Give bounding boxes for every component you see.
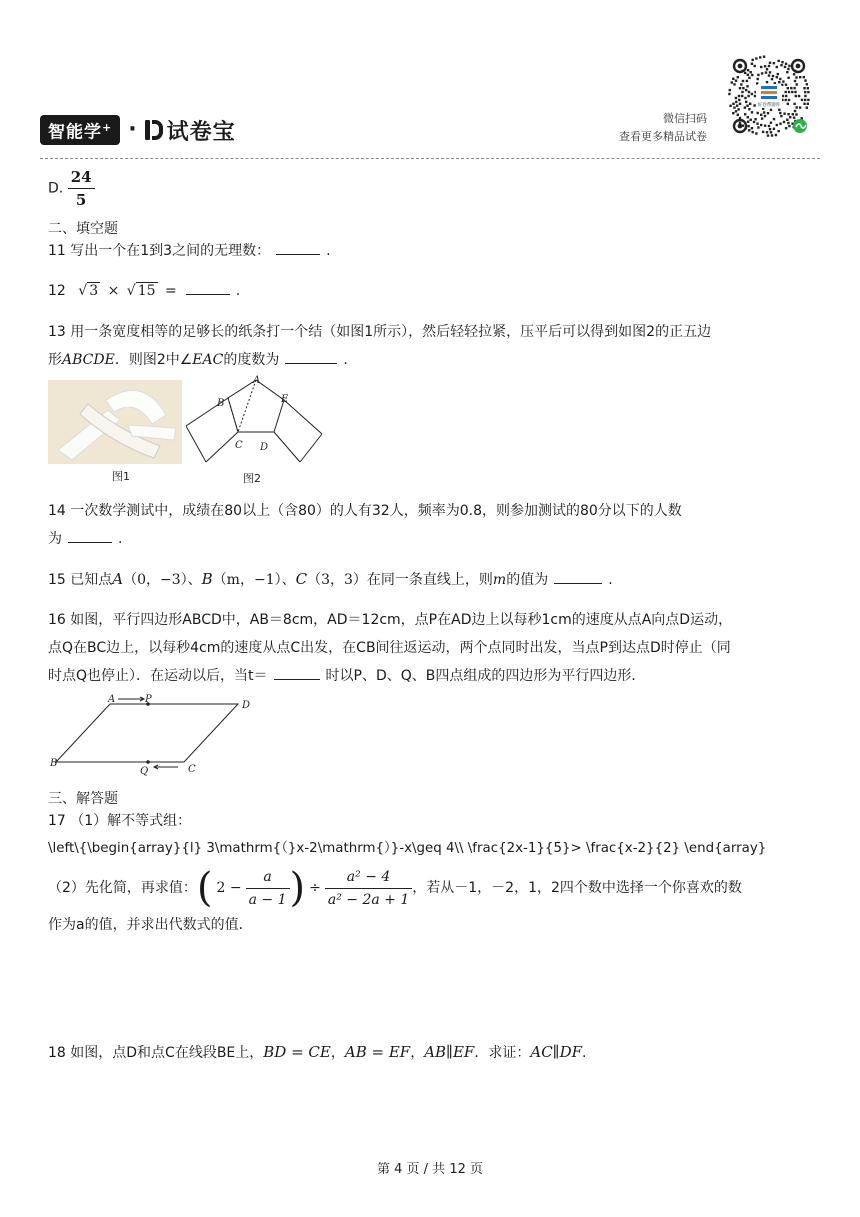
q12-end: . [235,283,241,299]
question-16-line1: 16 如图，平行四边形ABCD中，AB＝8cm，AD＝12cm，点P在AD边上以每秒1cm的速度从点A向点D运动， [48,612,733,628]
question-15: 15 已知点A（0，−3）、B（m，−1）、C（3，3）在同一条直线上，则m的值为 . [48,570,613,588]
q18-ac-parallel-df: AC∥DF [530,1043,583,1061]
section-fill-blank-title: 二、填空题 [48,221,118,237]
q17-fraction-2: $\frac{\text{a² − 4}}{\text{a² − 2a + 1}}$ [325,866,412,911]
q18-eq-bd-ce: BD = CE [263,1043,331,1061]
qr-hint-line1: 微信扫码 [663,112,707,125]
q16-fig-label-c: C [188,764,196,775]
q18-ab-parallel-ef: AB∥EF [424,1043,475,1061]
q13-figure2-caption: 图2 [243,472,261,485]
q11-text: 11 写出一个在1到3之间的无理数： [48,243,271,259]
header-divider [40,158,820,159]
q17-fraction-a-over-a-minus-1: $\frac{a}{a - 1}$ [246,866,290,911]
logo-brand-box: 智能学+ [40,115,120,146]
q15-coords-c: （3，3） [307,572,367,588]
q16-answer-blank[interactable] [274,666,320,680]
q16-fig-label-p: P [145,694,152,705]
question-13-line1: 13 用一条宽度相等的足够长的纸条打一个结（如图1所示），然后轻轻拉紧，压平后可以得到如图2的正五边 [48,324,712,340]
logo-product-name: 试卷宝 [166,119,236,145]
brand-logo [40,116,236,144]
q12-sqrt-15: √ 15 [126,283,156,299]
q16-fig-label-a: A [108,694,116,705]
q11-end: . [326,243,331,259]
q17-divide: ÷ [309,880,321,896]
q16-fig-label-q: Q [140,766,149,777]
q13-pentagon-name: ABCDE [62,352,115,368]
q13-fig2-label-c: C [235,440,243,451]
q13-fig2-label-a: A [253,375,261,386]
q18-eq-ab-ef: AB = EF [344,1043,411,1061]
q17-right-paren: ) [289,865,306,911]
option-d-label: D. [48,180,64,197]
logo-mark-icon [145,118,163,142]
question-11 [48,241,331,261]
question-17-part2: （2）先化简，再求值： ( 2 − $\frac{a}{a - 1}$ ) ÷ $\frac{\text{a² − 4}}{\text{a² − 2a + 1}}$ ，若从－1，－2，1，2四个数中选择一个你喜欢的数 [48,865,742,911]
option-d [48,166,95,211]
q15-point-a: A [112,570,124,588]
q15-coords-b: （m，−1） [212,572,282,588]
question-14-line2: 为 . [48,531,123,547]
mini-program-qr-code[interactable] [726,48,812,144]
q17-left-paren: ( [196,865,213,911]
question-16-line2: 点Q在BC边上，以每秒4cm的速度从点C出发，在CB间往返运动，两个点同时出发，当点P到达点D时停止（同 [48,640,731,656]
q12-sqrt-3: √ 3 [78,283,99,299]
option-d-fraction [68,166,95,211]
question-17-part2-line2: 作为a的值，并求出代数式的值． [48,917,253,933]
q13-fig2-label-b: B [217,398,225,409]
q12-times: × [107,283,120,299]
qr-center-label: 好卷帮题库 [757,103,781,108]
option-d-numerator: 24 [68,166,95,189]
q16-parallelogram-diagram [48,694,268,778]
question-13-line2: 形ABCDE．则图2中∠EAC的度数为 . [48,352,348,368]
q11-answer-blank[interactable] [276,241,320,255]
question-14-line1: 14 一次数学测试中，成绩在80以上（含80）的人有32人，频率为0.8，则参加测试的80分以下的人数 [48,503,682,519]
qr-hint-line2: 查看更多精品试卷 [619,130,707,143]
q12-equals: = [164,283,177,299]
q13-figure1-knot-photo [48,380,182,464]
q13-fig2-label-d: D [260,442,269,453]
q13-figure2-pentagon-diagram [186,374,326,466]
q16-fig-label-d: D [242,700,251,711]
q15-answer-blank[interactable] [554,570,602,584]
question-16-line3: 时点Q也停止）．在运动以后，当t＝ 时以P、D、Q、B四点组成的四边形为平行四边形． [48,668,646,684]
q13-answer-blank[interactable] [285,350,337,364]
question-17-raw-latex: \left\{\begin{array}{l} 3\mathrm{（}x-2\mathrm{）}-x\geq 4\\ \frac{2x-1}{5}> \frac{x-2}{2} \end{array} [48,841,767,856]
question-12 [48,281,240,301]
section-answer-title: 三、解答题 [48,791,118,807]
q13-figure1-caption: 图1 [112,470,130,483]
q12-answer-blank[interactable] [186,281,230,295]
q13-fig2-label-e: E [281,394,289,405]
q15-point-b: B [201,570,213,588]
q14-answer-blank[interactable] [68,529,112,543]
q15-coords-a: （0，−3） [123,572,188,588]
q16-fig-label-b: B [50,758,58,769]
logo-dot: · [128,117,137,142]
q15-point-c: C [295,570,308,588]
qr-hint [619,110,707,146]
q12-number: 12 [48,283,66,299]
question-18: 18 如图，点D和点C在线段BE上，BD = CE，AB = EF，AB∥EF．求证：AC∥DF. [48,1043,587,1061]
q17-two-minus: 2 − [216,880,242,896]
question-17-part1: 17 （1）解不等式组： [48,813,192,829]
page-number-footer: 第 4 页 / 共 12 页 [377,1162,483,1177]
option-d-denominator: 5 [75,191,87,209]
q13-angle-name: EAC [192,352,224,368]
